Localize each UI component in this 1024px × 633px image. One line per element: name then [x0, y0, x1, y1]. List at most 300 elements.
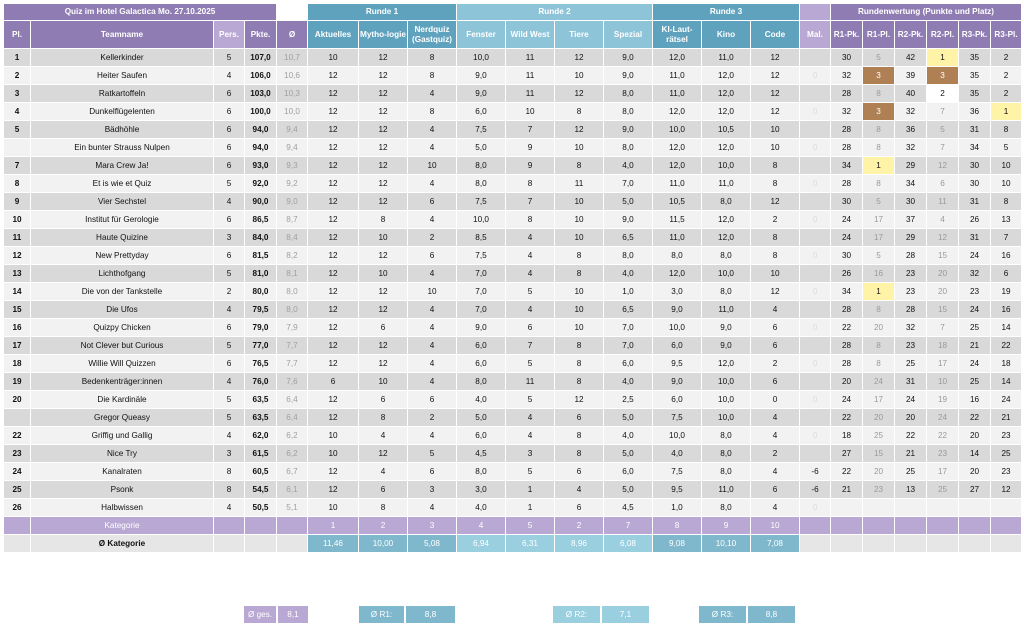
round-score-cell: 36: [959, 103, 990, 120]
col-pl: Pl.: [4, 21, 30, 48]
average-cell: 8,4: [277, 229, 307, 246]
round-score-cell: 8: [863, 301, 894, 318]
round-score-cell: 22: [831, 463, 862, 480]
persons-cell: 4: [214, 427, 244, 444]
malus-cell: 0: [800, 319, 830, 336]
summary-r2-label: Ø R2:: [553, 606, 600, 623]
round-score-cell: 32: [959, 265, 990, 282]
category-score-cell: 12,0: [702, 85, 750, 102]
category-score-cell: 12: [308, 157, 358, 174]
round-score-cell: 1: [927, 49, 958, 66]
category-score-cell: 3: [408, 481, 456, 498]
round-score-cell: 16: [959, 391, 990, 408]
category-score-cell: 6: [408, 391, 456, 408]
round-score-cell: 23: [959, 283, 990, 300]
points-cell: 103,0: [245, 85, 276, 102]
category-score-cell: 10: [555, 211, 603, 228]
category-score-cell: 9,0: [702, 319, 750, 336]
round-score-cell: 22: [991, 337, 1021, 354]
summary-r1-label: Ø R1:: [359, 606, 404, 623]
category-score-cell: 4: [408, 319, 456, 336]
round-score-cell: 30: [959, 175, 990, 192]
category-score-cell: 5,0: [604, 481, 652, 498]
average-cell: 6,2: [277, 427, 307, 444]
kategorie-num: 5: [506, 517, 554, 534]
rank-cell: 22: [4, 427, 30, 444]
category-score-cell: 12: [751, 67, 799, 84]
category-score-cell: 6: [555, 409, 603, 426]
round-score-cell: 28: [831, 85, 862, 102]
category-score-cell: 4: [359, 427, 407, 444]
round-score-cell: 20: [863, 319, 894, 336]
category-score-cell: 12: [359, 67, 407, 84]
group-runde3: Runde 3: [653, 4, 799, 20]
category-score-cell: 8,0: [702, 247, 750, 264]
category-score-cell: 9,0: [604, 67, 652, 84]
round-score-cell: 17: [863, 211, 894, 228]
average-cell: 9,0: [277, 193, 307, 210]
category-score-cell: 8,0: [702, 283, 750, 300]
round-score-cell: 7: [927, 319, 958, 336]
persons-cell: 8: [214, 463, 244, 480]
category-score-cell: 2: [408, 229, 456, 246]
category-score-cell: 10: [408, 283, 456, 300]
summary-r3-label: Ø R3:: [699, 606, 746, 623]
category-score-cell: 9,5: [653, 355, 701, 372]
category-score-cell: 4,0: [457, 499, 505, 516]
col-avg: Ø: [277, 21, 307, 48]
avg-kategorie-row: [4, 535, 1021, 552]
category-score-cell: 10: [555, 229, 603, 246]
category-score-cell: 10: [751, 265, 799, 282]
category-score-cell: 12: [308, 319, 358, 336]
points-cell: 93,0: [245, 157, 276, 174]
round-score-cell: 24: [831, 229, 862, 246]
round-score-cell: 37: [895, 211, 926, 228]
category-score-cell: 8: [506, 175, 554, 192]
category-score-cell: 6,5: [604, 301, 652, 318]
round-score-cell: 31: [895, 373, 926, 390]
category-score-cell: 4,0: [457, 391, 505, 408]
persons-cell: 5: [214, 391, 244, 408]
category-score-cell: 6,0: [653, 337, 701, 354]
category-score-cell: 11,0: [702, 49, 750, 66]
rank-cell: 5: [4, 121, 30, 138]
points-cell: 77,0: [245, 337, 276, 354]
category-score-cell: 9,0: [604, 211, 652, 228]
category-score-cell: 8,0: [457, 463, 505, 480]
persons-cell: 3: [214, 229, 244, 246]
round-score-cell: 24: [959, 301, 990, 318]
table-row: [4, 85, 1021, 102]
category-score-cell: 4: [408, 121, 456, 138]
col-code: Code: [751, 21, 799, 48]
category-score-cell: 6: [555, 463, 603, 480]
round-score-cell: 24: [991, 391, 1021, 408]
team-name-cell: Willie Will Quizzen: [31, 355, 213, 372]
category-score-cell: 7,5: [457, 247, 505, 264]
round-score-cell: 24: [895, 391, 926, 408]
round-score-cell: 3: [863, 103, 894, 120]
category-score-cell: 12: [359, 445, 407, 462]
round-score-cell: 14: [991, 319, 1021, 336]
round-score-cell: 15: [927, 301, 958, 318]
category-score-cell: 3,0: [653, 283, 701, 300]
malus-cell: 0: [800, 337, 830, 354]
category-score-cell: 11,0: [702, 301, 750, 318]
points-cell: 90,0: [245, 193, 276, 210]
round-score-cell: 28: [831, 355, 862, 372]
category-score-cell: 6: [751, 319, 799, 336]
category-score-cell: 11,0: [653, 175, 701, 192]
round-score-cell: 26: [959, 211, 990, 228]
average-cell: 10,6: [277, 67, 307, 84]
category-score-cell: 8: [555, 445, 603, 462]
col-pkte: Pkte.: [245, 21, 276, 48]
col-mal: Mal.: [800, 21, 830, 48]
table-row: [4, 337, 1021, 354]
category-score-cell: 4: [359, 463, 407, 480]
category-score-cell: 11: [506, 67, 554, 84]
rank-cell: 24: [4, 463, 30, 480]
category-score-cell: 12: [555, 49, 603, 66]
category-score-cell: 11: [555, 175, 603, 192]
quiz-table-container: [3, 3, 1022, 553]
round-score-cell: 20: [895, 409, 926, 426]
kategorie-num: 9: [702, 517, 750, 534]
table-row: [4, 373, 1021, 390]
category-score-cell: 11,0: [702, 175, 750, 192]
team-name-cell: Not Clever but Curious: [31, 337, 213, 354]
category-score-cell: 8: [408, 67, 456, 84]
category-score-cell: 9,0: [457, 67, 505, 84]
category-score-cell: 10: [359, 373, 407, 390]
round-score-cell: 28: [831, 139, 862, 156]
round-score-cell: 24: [831, 391, 862, 408]
round-score-cell: 29: [895, 157, 926, 174]
rank-cell: 7: [4, 157, 30, 174]
group-runde1: Runde 1: [308, 4, 456, 20]
round-score-cell: 20: [959, 463, 990, 480]
category-score-cell: 4: [751, 463, 799, 480]
category-score-cell: 5: [506, 463, 554, 480]
malus-cell: 0: [800, 229, 830, 246]
team-name-cell: Kellerkinder: [31, 49, 213, 66]
category-score-cell: 4: [408, 499, 456, 516]
category-score-cell: 12: [308, 301, 358, 318]
col-r3pl: R3-Pl.: [991, 21, 1021, 48]
round-score-cell: 39: [895, 67, 926, 84]
category-score-cell: 1,0: [653, 499, 701, 516]
round-score-cell: 34: [959, 139, 990, 156]
summary-r2-value: 7,1: [602, 606, 649, 623]
round-score-cell: 28: [831, 301, 862, 318]
round-score-cell: 8: [991, 193, 1021, 210]
category-score-cell: 12: [308, 229, 358, 246]
category-score-cell: 10,0: [702, 265, 750, 282]
round-score-cell: 19: [991, 283, 1021, 300]
malus-cell: 0: [800, 427, 830, 444]
rank-cell: 1: [4, 49, 30, 66]
category-score-cell: 12: [359, 337, 407, 354]
col-nerdquiz: Nerdquiz (Gastquiz): [408, 21, 456, 48]
category-score-cell: 4: [408, 355, 456, 372]
points-cell: 60,5: [245, 463, 276, 480]
table-row: [4, 355, 1021, 372]
malus-cell: 0: [800, 373, 830, 390]
avg-kategorie-value: 7,08: [751, 535, 799, 552]
category-score-cell: 8: [359, 409, 407, 426]
round-score-cell: 7: [927, 103, 958, 120]
category-score-cell: 10: [555, 319, 603, 336]
kategorie-label: Kategorie: [31, 517, 213, 534]
persons-cell: 6: [214, 139, 244, 156]
malus-cell: 0: [800, 301, 830, 318]
malus-cell: -6: [800, 481, 830, 498]
persons-cell: 5: [214, 49, 244, 66]
round-score-cell: 19: [927, 391, 958, 408]
round-score-cell: 5: [927, 121, 958, 138]
category-score-cell: 8,0: [653, 247, 701, 264]
average-cell: 9,4: [277, 139, 307, 156]
category-score-cell: 7,0: [604, 337, 652, 354]
round-score-cell: 14: [991, 373, 1021, 390]
col-r1pl: R1-Pl.: [863, 21, 894, 48]
round-score-cell: 5: [991, 139, 1021, 156]
category-score-cell: 4: [408, 139, 456, 156]
average-cell: 8,7: [277, 211, 307, 228]
malus-cell: 0: [800, 139, 830, 156]
category-score-cell: 12: [308, 391, 358, 408]
points-cell: 61,5: [245, 445, 276, 462]
category-score-cell: 12: [308, 67, 358, 84]
category-score-cell: 10,0: [457, 49, 505, 66]
col-spezial: Spezial: [604, 21, 652, 48]
header-row-groups: [4, 4, 1021, 20]
rank-cell: 26: [4, 499, 30, 516]
persons-cell: 4: [214, 301, 244, 318]
round-score-cell: 35: [959, 49, 990, 66]
points-cell: 76,0: [245, 373, 276, 390]
team-name-cell: Gregor Queasy: [31, 409, 213, 426]
round-score-cell: 20: [959, 427, 990, 444]
category-score-cell: 10: [555, 283, 603, 300]
rank-cell: 23: [4, 445, 30, 462]
round-score-cell: 30: [895, 193, 926, 210]
table-row: [4, 427, 1021, 444]
category-score-cell: 8,5: [457, 229, 505, 246]
category-score-cell: 12: [308, 85, 358, 102]
round-score-cell: 30: [831, 193, 862, 210]
round-score-cell: 35: [959, 67, 990, 84]
category-score-cell: 12,0: [653, 103, 701, 120]
points-cell: 50,5: [245, 499, 276, 516]
category-score-cell: 7: [506, 193, 554, 210]
average-cell: 9,3: [277, 157, 307, 174]
category-score-cell: 2,5: [604, 391, 652, 408]
category-score-cell: 4: [408, 175, 456, 192]
col-fenster: Fenster: [457, 21, 505, 48]
summary-r1-value: 8,8: [406, 606, 455, 623]
kategorie-num: 1: [308, 517, 358, 534]
points-cell: 63,5: [245, 391, 276, 408]
category-score-cell: 10: [555, 193, 603, 210]
round-score-cell: 34: [895, 175, 926, 192]
category-score-cell: 11: [506, 85, 554, 102]
rank-cell: 4: [4, 103, 30, 120]
round-score-cell: 20: [863, 463, 894, 480]
round-score-cell: 21: [991, 409, 1021, 426]
team-name-cell: Vier Sechstel: [31, 193, 213, 210]
malus-cell: 0: [800, 85, 830, 102]
category-score-cell: 12,0: [653, 265, 701, 282]
rank-cell: [4, 139, 30, 156]
category-score-cell: 12: [308, 355, 358, 372]
category-score-cell: 12: [308, 211, 358, 228]
category-score-cell: 7: [506, 121, 554, 138]
kategorie-num: 8: [653, 517, 701, 534]
category-score-cell: 8,0: [702, 445, 750, 462]
category-score-cell: 6: [408, 247, 456, 264]
category-score-cell: 6: [506, 319, 554, 336]
round-score-cell: 17: [927, 355, 958, 372]
category-score-cell: 6: [751, 481, 799, 498]
average-cell: 9,4: [277, 121, 307, 138]
table-row: [4, 409, 1021, 426]
round-score-cell: 8: [991, 121, 1021, 138]
category-score-cell: 4,0: [604, 427, 652, 444]
round-score-cell: 1: [991, 103, 1021, 120]
header-row-columns: [4, 21, 1021, 48]
category-score-cell: 8: [555, 337, 603, 354]
round-score-cell: 34: [831, 157, 862, 174]
category-score-cell: 10: [308, 499, 358, 516]
round-score-cell: 25: [991, 445, 1021, 462]
round-score-cell: 25: [959, 373, 990, 390]
category-score-cell: 7,0: [604, 175, 652, 192]
category-score-cell: 10,5: [702, 121, 750, 138]
average-cell: 6,7: [277, 463, 307, 480]
category-score-cell: 8: [751, 247, 799, 264]
category-score-cell: 11,5: [653, 211, 701, 228]
category-score-cell: 6: [359, 481, 407, 498]
category-score-cell: 9,0: [653, 301, 701, 318]
points-cell: 63,5: [245, 409, 276, 426]
round-score-cell: 26: [831, 265, 862, 282]
category-score-cell: 12,0: [702, 139, 750, 156]
group-runde2: Runde 2: [457, 4, 652, 20]
category-score-cell: 12: [308, 139, 358, 156]
avg-kategorie-label: Ø Kategorie: [31, 535, 213, 552]
quiz-results-table: [3, 3, 1022, 553]
category-score-cell: 12,0: [702, 355, 750, 372]
col-kino: Kino: [702, 21, 750, 48]
round-score-cell: 23: [895, 283, 926, 300]
category-score-cell: 12: [751, 283, 799, 300]
team-name-cell: Bädhöhle: [31, 121, 213, 138]
category-score-cell: 12,0: [702, 67, 750, 84]
col-team: Teamname: [31, 21, 213, 48]
table-row: [4, 247, 1021, 264]
kategorie-num: 7: [604, 517, 652, 534]
round-score-cell: 22: [831, 409, 862, 426]
round-score-cell: 5: [863, 193, 894, 210]
category-score-cell: 12,0: [702, 229, 750, 246]
category-score-cell: 7,5: [653, 463, 701, 480]
round-score-cell: 15: [863, 445, 894, 462]
category-score-cell: 9: [506, 139, 554, 156]
table-row: [4, 49, 1021, 66]
category-score-cell: 7,5: [457, 121, 505, 138]
round-score-cell: 22: [927, 427, 958, 444]
page-title: Quiz im Hotel Galactica Mo. 27.10.2025: [4, 4, 276, 20]
category-score-cell: 3: [506, 445, 554, 462]
category-score-cell: 4: [506, 427, 554, 444]
points-cell: 79,0: [245, 319, 276, 336]
col-kilaut: KI-Laut-rätsel: [653, 21, 701, 48]
rank-cell: 18: [4, 355, 30, 372]
category-score-cell: 10: [751, 139, 799, 156]
category-score-cell: 6: [408, 193, 456, 210]
col-mythologie: Mytho-logie: [359, 21, 407, 48]
category-score-cell: 7,0: [604, 319, 652, 336]
category-score-cell: 12: [359, 193, 407, 210]
round-score-cell: 30: [831, 247, 862, 264]
round-score-cell: 25: [863, 427, 894, 444]
malus-cell: 0: [800, 157, 830, 174]
category-score-cell: 10: [359, 265, 407, 282]
round-score-cell: 17: [927, 463, 958, 480]
kategorie-num: 2: [555, 517, 603, 534]
persons-cell: 6: [214, 121, 244, 138]
table-row: [4, 463, 1021, 480]
round-score-cell: 16: [863, 265, 894, 282]
average-cell: 9,2: [277, 175, 307, 192]
category-score-cell: 9,0: [457, 319, 505, 336]
category-score-cell: 12: [359, 283, 407, 300]
group-rundenwertung: Rundenwertung (Punkte und Platz): [831, 4, 1021, 20]
category-score-cell: 8: [555, 157, 603, 174]
malus-cell: 0: [800, 409, 830, 426]
table-row: [4, 139, 1021, 156]
category-score-cell: 10,0: [653, 427, 701, 444]
round-score-cell: 32: [895, 319, 926, 336]
category-score-cell: 1: [506, 499, 554, 516]
category-score-cell: 12,0: [653, 49, 701, 66]
category-score-cell: 12: [359, 85, 407, 102]
category-score-cell: 8: [359, 211, 407, 228]
summary-ges-label: Ø ges.: [244, 606, 276, 623]
category-score-cell: 7,0: [457, 283, 505, 300]
rank-cell: 13: [4, 265, 30, 282]
table-row: [4, 283, 1021, 300]
round-score-cell: 10: [927, 373, 958, 390]
rank-cell: 15: [4, 301, 30, 318]
team-name-cell: Quizpy Chicken: [31, 319, 213, 336]
malus-cell: 0: [800, 283, 830, 300]
table-row: [4, 319, 1021, 336]
avg-kategorie-value: 8,96: [555, 535, 603, 552]
round-score-cell: 15: [927, 247, 958, 264]
category-score-cell: 12: [359, 355, 407, 372]
kategorie-num: 2: [359, 517, 407, 534]
category-score-cell: 6: [555, 499, 603, 516]
round-score-cell: 17: [863, 229, 894, 246]
team-name-cell: Ein bunter Strauss Nulpen: [31, 139, 213, 156]
category-score-cell: 5: [506, 355, 554, 372]
col-pers: Pers.: [214, 21, 244, 48]
category-score-cell: 9,0: [604, 49, 652, 66]
